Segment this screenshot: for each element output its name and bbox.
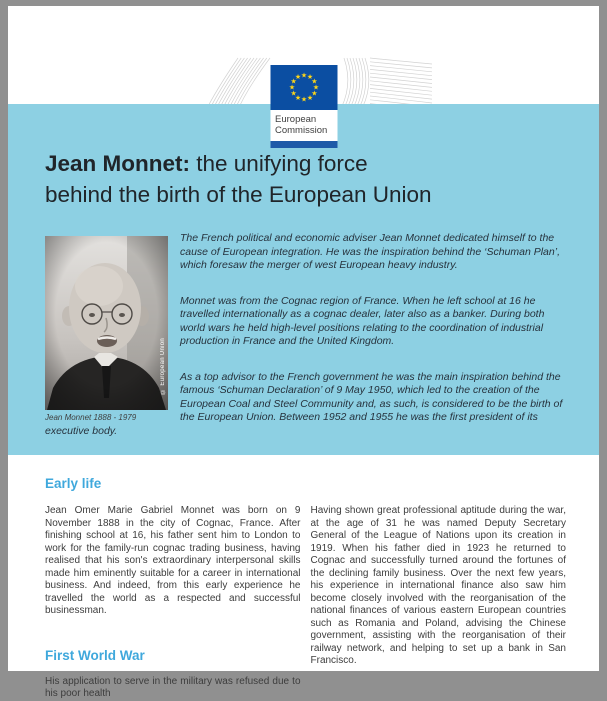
- page-title-line2: behind the birth of the European Union: [45, 182, 432, 207]
- hero-band: [8, 104, 599, 455]
- portrait-figure: [45, 236, 168, 422]
- svg-text:★: ★: [300, 71, 307, 80]
- european-commission-logo: [270, 65, 337, 148]
- logo-line2: Commission: [275, 125, 328, 136]
- first-world-war-clipped-paragraph: His application to serve in the military was refused due to his poor health: [45, 675, 301, 699]
- left-column: [45, 505, 301, 701]
- two-column-layout: [45, 505, 566, 701]
- svg-text:★: ★: [289, 77, 297, 86]
- page-title: [45, 148, 566, 210]
- page-title-bold: Jean Monnet:: [45, 151, 191, 176]
- intro-paragraph-1: The French political and economic adviser Jean Monnet dedicated himself to the cause of European integration. He was the inspiration behind the ‘Schuman Plan’, which foresaw the merger of west European heavy industry.: [180, 232, 560, 271]
- svg-text:★: ★: [306, 93, 313, 102]
- early-life-left-paragraph: Jean Omer Marie Gabriel Monnet was born on 9 November 1888 in the city of Cognac, France. After finishing school at 16, his father sent him to London to work for the family-run cognac trading business, having realised that his son's extraordinary interpersonal skills made him eminently suitable for a career in international business. And indeed, from this early experience he travelled the world as a respected and successful businessman.: [45, 505, 301, 616]
- svg-text:★: ★: [294, 93, 301, 102]
- svg-text:★: ★: [312, 83, 319, 92]
- logo-blue-bar: [270, 141, 337, 148]
- svg-text:★: ★: [300, 95, 307, 104]
- document-page: [8, 6, 599, 699]
- logo-line1: European: [275, 114, 317, 125]
- svg-text:★: ★: [294, 73, 301, 82]
- page-title-line1: [45, 151, 368, 176]
- early-life-right-paragraph: Having shown great professional aptitude during the war, at the age of 31 he was named Deputy Secretary General of the League of Nations upon its creation in 1919. When his father died in 1923 he returned to Cognac and successfully turned around the fortunes of the declining family business. Over the next few years, his experience in international finance also saw him become closely involved with the reorganisation of the national finances of various eastern European countries such as Romania and Poland, advising the Chinese government, assisting with the reorganisation of their railway network, and helping to set up a bank in San Francisco.: [310, 505, 566, 666]
- svg-text:★: ★: [306, 73, 313, 82]
- section-heading-early-life: Early life: [45, 476, 102, 491]
- right-column: [311, 505, 567, 701]
- photo-credit: © European Union: [160, 338, 166, 394]
- eu-flag-icon: [270, 65, 337, 110]
- page-title-line1-rest: the unifying force: [190, 151, 368, 176]
- jean-monnet-photo: [45, 236, 168, 410]
- intro-block: [45, 232, 566, 438]
- intro-paragraph-2: Monnet was from the Cognac region of France. When he left school at 16 he travelled internationally as a cognac dealer, later also as a banker. During both world wars he held high-level positions relating to the coordination of industrial production in France and the United Kingdom.: [180, 294, 545, 347]
- svg-text:★: ★: [310, 89, 318, 98]
- svg-text:★: ★: [310, 77, 318, 86]
- svg-text:★: ★: [289, 89, 297, 98]
- svg-text:★: ★: [288, 83, 295, 92]
- logo-institution-name: [270, 110, 337, 141]
- intro-paragraph-3: As a top advisor to the French government he was the main inspiration behind the famous ‘Schuman Declaration’ of 9 May 1950, which led to the creation of the European Coal and Steel Community and, as such, is considered to be the birth of the European Union. Between 1952 and 1955 he was the first president of its executive body.: [45, 370, 563, 437]
- article-body: [8, 455, 599, 699]
- photo-caption: Jean Monnet 1888 - 1979: [45, 413, 137, 422]
- section-heading-first-world-war: First World War: [45, 647, 145, 663]
